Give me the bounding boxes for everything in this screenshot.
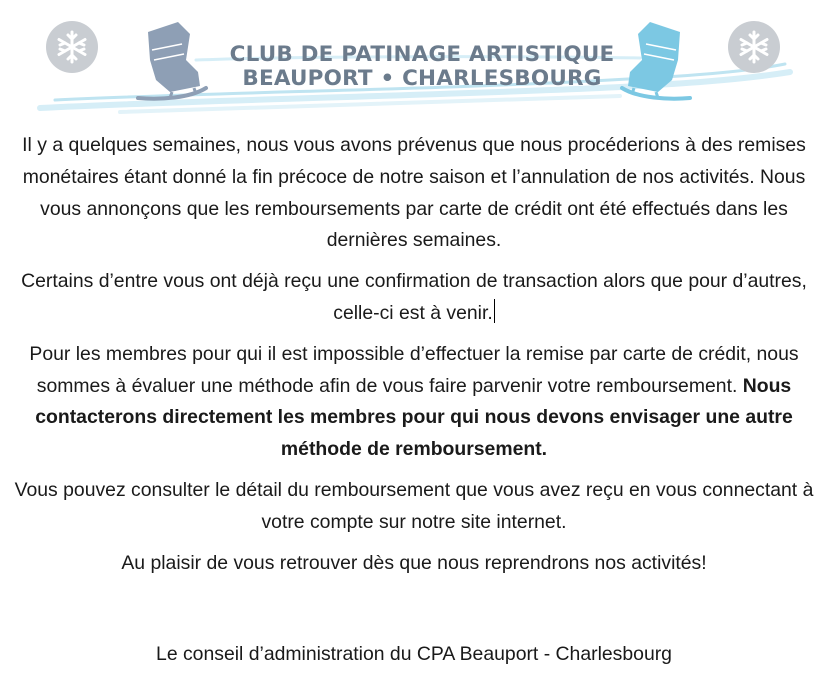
- snowflake-icon: [728, 21, 780, 73]
- paragraph-closing: Au plaisir de vous retrouver dès que nous reprendrons nos activités!: [121, 551, 707, 574]
- paragraph-account-details: Vous pouvez consulter le détail du remboursement que vous avez reçu en vous connectant à votre compte sur notre site internet.: [14, 478, 814, 533]
- club-header: [0, 0, 828, 122]
- paragraph-other-method-bold: Nous contacterons directement les membres pour qui nous devons envisager une autre méthode de remboursement.: [35, 374, 793, 461]
- paragraph-other-method-text: Pour les membres pour qui il est impossible d’effectuer la remise par carte de crédit, nous sommes à évaluer une méthode afin de vous faire parvenir votre remboursement.: [29, 342, 799, 397]
- text-cursor: [494, 299, 495, 323]
- signature: Le conseil d’administration du CPA Beauport - Charlesbourg: [156, 643, 672, 665]
- club-name-line2: BEAUPORT • CHARLESBOURG: [242, 66, 602, 91]
- message-body: [14, 130, 814, 588]
- paragraph-confirmation-text: Certains d’entre vous ont déjà reçu une confirmation de transaction alors que pour d’autres, celle-ci est à venir.: [21, 270, 807, 324]
- paragraph-confirmation: [14, 266, 814, 330]
- paragraph-other-method: [14, 339, 814, 466]
- paragraph-refund-notice: Il y a quelques semaines, nous vous avons prévenus que nous procéderions à des remises monétaires étant donné la fin précoce de notre saison et l’annulation de nos activités. Nous vous annonçons que les remboursements par carte de crédit ont été effectués dans les dernières semaines.: [22, 134, 806, 252]
- club-name-line1: CLUB DE PATINAGE ARTISTIQUE: [229, 42, 615, 67]
- snowflake-icon: [46, 21, 98, 73]
